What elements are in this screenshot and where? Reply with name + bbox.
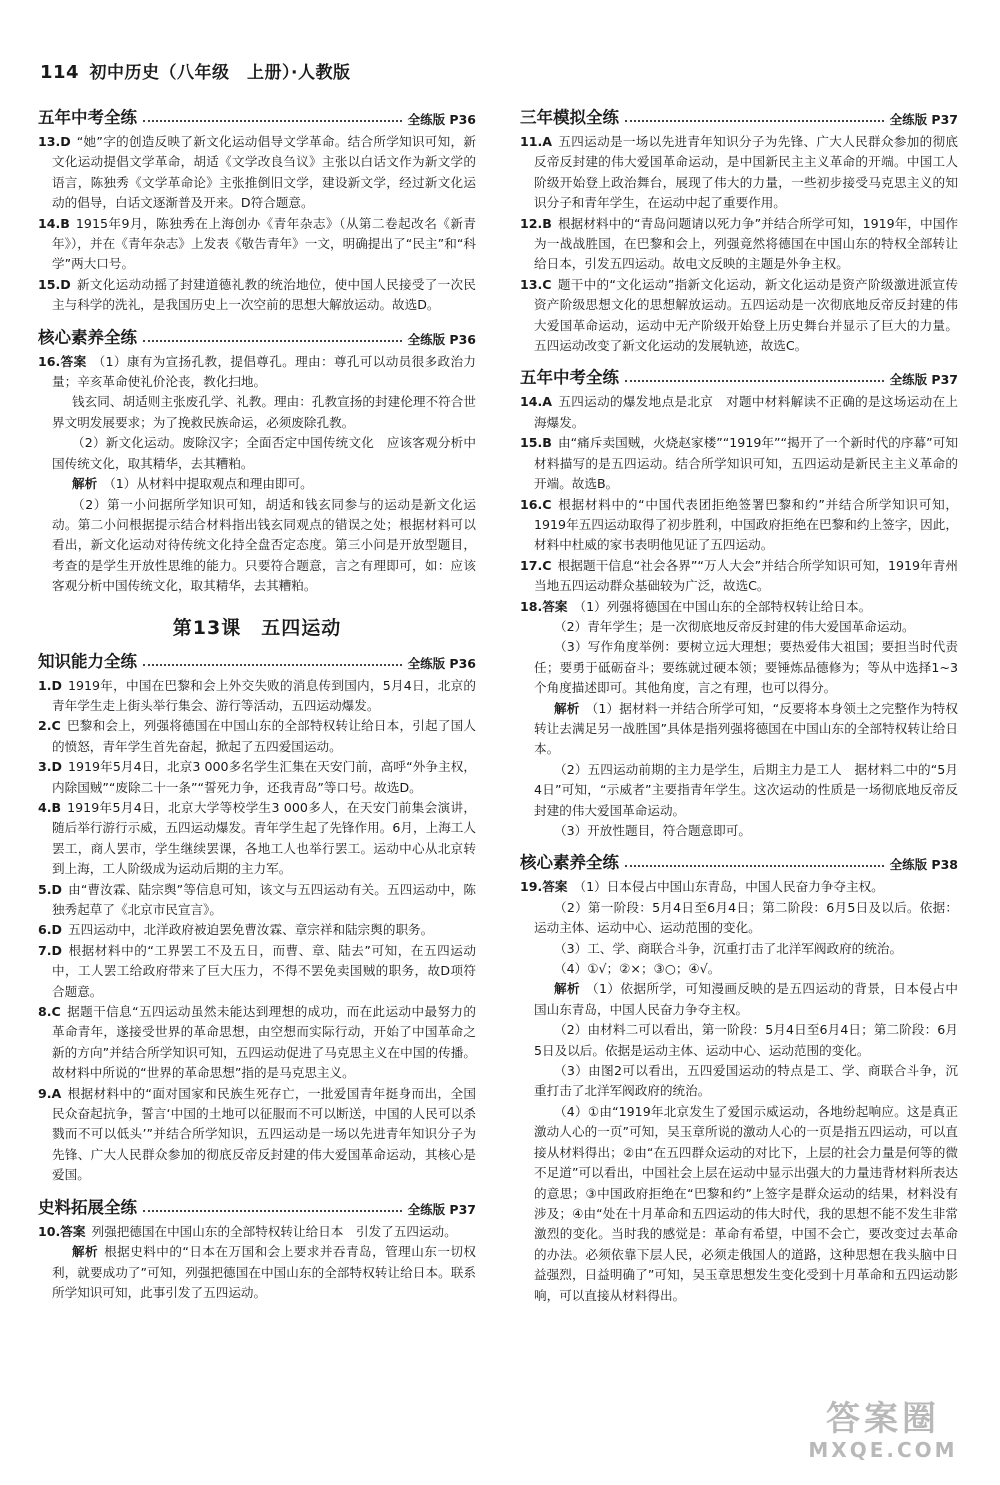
item-number: 7.D — [38, 942, 63, 958]
analysis-line — [38, 474, 476, 494]
item-number: 2.C — [38, 718, 61, 734]
analysis-line: （2）由材料二可以看出，第一阶段：5月4日至6月4日；第二阶段：6月5日及以后。依据是运动主体、运动中心、运动范围的变化。 — [534, 1022, 958, 1058]
dotted-leader — [625, 120, 884, 122]
item-number: 4.B — [38, 799, 62, 815]
item-number: 5.D — [38, 881, 63, 897]
watermark-url: MXQE.COM — [808, 1438, 958, 1462]
lesson-title: 第13课 五四运动 — [172, 616, 342, 639]
section-title: 核心素养全练 — [520, 853, 619, 873]
section-header — [38, 324, 476, 348]
analysis-label: 解析 — [554, 700, 580, 716]
section-ref: 全练版 P37 — [889, 112, 958, 127]
item-text: 列强把德国在中国山东的全部特权转让给日本 引发了五四运动。 — [91, 1223, 457, 1239]
answer-item — [520, 877, 958, 897]
watermark-logo — [788, 1399, 978, 1467]
answer-item — [38, 880, 476, 921]
section-title: 史料拓展全练 — [38, 1197, 137, 1217]
answer-item — [38, 1002, 476, 1084]
answer-item — [520, 392, 958, 433]
analysis-text: （1）从材料中提取观点和理由即可。 — [103, 476, 313, 492]
section-ref: 全练版 P36 — [407, 112, 476, 127]
answer-item — [38, 716, 476, 757]
item-text: “她”字的创造反映了新文化运动倡导文学革命。结合所学知识可知，新文化运动提倡文学革命，胡适《文学改良刍议》主张以白话文作为新文学的语言，陈独秀《文学革命论》主张推倒旧文学，建设新文学，经过新文化运动的倡导，白话文逐渐普及开来。D符合题意。 — [52, 134, 476, 211]
page-header — [40, 58, 350, 83]
answer-item — [520, 597, 958, 617]
dotted-leader — [143, 120, 402, 122]
item-number: 16.答案 — [38, 353, 87, 369]
answer-line: 钱玄同、胡适则主张废孔学、礼教。理由：孔教宣扬的封建伦理不符合世界文明发展要求；为了挽救民族命运，必须废除孔教。 — [52, 394, 476, 430]
analysis-line: （3）开放性题目，符合题意即可。 — [554, 823, 751, 838]
section-header — [38, 1194, 476, 1218]
item-text: （1）日本侵占中国山东青岛，中国人民奋力争夺主权。 — [573, 879, 884, 895]
answer-item — [38, 798, 476, 880]
item-text: 1919年5月4日，北京3 000多名学生汇集在天安门前，高呼“外争主权，内除国贼”“废除二十一条”“誓死力争，还我青岛”等口号。故选D。 — [52, 759, 476, 795]
answer-line: （4）①√；②×；③○；④√。 — [554, 961, 721, 977]
section-ref: 全练版 P38 — [889, 857, 958, 873]
item-number: 9.A — [38, 1085, 62, 1101]
section-title: 三年模拟全练 — [520, 108, 619, 127]
section-title: 核心素养全练 — [38, 327, 137, 347]
item-number: 3.D — [38, 759, 63, 775]
analysis-label: 解析 — [554, 981, 580, 997]
section-title: 五年中考全练 — [520, 368, 619, 388]
item-number: 19.答案 — [520, 879, 568, 895]
section-header — [38, 648, 476, 672]
section-header — [38, 104, 476, 128]
answer-line: （2）青年学生；是一次彻底地反帝反封建的伟大爱国革命运动。 — [554, 618, 915, 634]
answer-item — [38, 132, 476, 214]
item-number: 12.B — [520, 215, 552, 231]
item-text: 由“痛斥卖国贼，火烧赵家楼”“1919年”“揭开了一个新时代的序幕”可知材料描写的是五四运动。结合所学知识可知，五四运动是新民主主义革命的开端。故选B。 — [534, 435, 958, 492]
analysis-label: 解析 — [72, 1244, 99, 1260]
left-column — [38, 96, 476, 1303]
right-column — [520, 96, 958, 1306]
answer-item — [38, 1222, 476, 1242]
item-text: 根据题干信息“社会各界”“万人大会”并结合所学知识可知，1919年青州当地五四运动群众基础较为广泛，故选C。 — [534, 557, 958, 594]
answer-item — [520, 433, 958, 494]
analysis-line: （4）①由“1919年北京发生了爱国示威运动，各地纷起响应。这是真正激动人心的一页”可知，吴玉章所说的激动人心的一页是指五四运动，可以直接从材料得出；②由“在五四群众运动的对比下，上层的社会力量是何等的微不足道”可以看出，中国社会上层在运动中显示出强大的力量违背材料所表达的意思；③中国政府拒绝在“巴黎和约”上签字是群众运动的结果，材料没有涉及；④由“处在十月革命和五四运动的伟大时代，我的思想不能不发生非常激烈的变化。当时我的感觉是：革命有希望，中国不会亡，要改变过去革命的办法。必须依靠下层人民，必须走俄国人的道路，这种思想在我头脑中日益强烈，日益明确了”可知，吴玉章思想发生变化受到十月革命和五四运动影响，可以直接从材料得出。 — [534, 1103, 958, 1303]
answer-item — [520, 214, 958, 275]
item-number: 17.C — [520, 557, 552, 573]
answer-item — [38, 352, 476, 393]
analysis-line: （2）五四运动前期的主力是学生，后期主力是工人 据材料二中的“5月4日”可知，“示威者”主要指青年学生。这次运动的性质是一场彻底地反帝反封建的伟大爱国革命运动。 — [534, 761, 958, 818]
analysis-label: 解析 — [72, 476, 98, 492]
dotted-leader — [143, 1210, 402, 1212]
watermark-text: 答案圈 — [826, 1399, 940, 1439]
analysis-line — [520, 699, 958, 760]
answer-item — [520, 556, 958, 597]
item-text: 1915年9月，陈独秀在上海创办《青年杂志》（从第二卷起改名《新青年》），并在《青年杂志》上发表《敬告青年》一文，明确提出了“民主”和“科学”两大口号。 — [52, 215, 476, 272]
dotted-leader — [625, 380, 884, 382]
item-text: 1919年5月4日，北京大学等校学生3 000多人，在天安门前集会演讲，随后举行游行示威，五四运动爆发。青年学生起了先锋作用。6月，上海工人罢工，商人罢市，学生继续罢课，各地工人也举行罢工。运动中心从北京转到上海，工人阶级成为运动后期的主力军。 — [52, 799, 476, 877]
item-number: 16.C — [520, 496, 552, 512]
item-text: 题干中的“文化运动”指新文化运动，新文化运动是资产阶级激进派宣传资产阶级思想文化的思想解放运动。五四运动是一次彻底地反帝反封建的伟大爱国革命运动，运动中无产阶级开始登上历史舞台并显示了巨大的力量。五四运动改变了新文化运动的发展轨迹，故选C。 — [534, 276, 958, 354]
item-number: 14.B — [38, 215, 70, 231]
section-header — [520, 364, 958, 388]
section-header — [520, 104, 958, 128]
answer-line: （2）新文化运动。废除汉字；全面否定中国传统文化 应该客观分析中国传统文化，取其精华，去其糟粕。 — [52, 435, 476, 471]
answer-item — [38, 757, 476, 798]
section-title: 知识能力全练 — [38, 651, 137, 671]
answer-line: （3）工、学、商联合斗争，沉重打击了北洋军阀政府的统治。 — [554, 940, 903, 956]
item-number: 14.A — [520, 394, 553, 410]
item-text: （1）康有为宣扬孔教，提倡尊孔。理由：尊孔可以动员很多政治力量；辛亥革命使礼价沦丧，教化扫地。 — [52, 353, 477, 390]
item-number: 1.D — [38, 677, 63, 693]
item-number: 13.C — [520, 276, 552, 292]
item-number: 15.D — [38, 276, 71, 292]
dotted-leader — [143, 340, 402, 342]
answer-line: （2）第一阶段：5月4日至6月4日；第二阶段：6月5日及以后。依据：运动主体、运动中心、运动范围的变化。 — [534, 899, 958, 936]
section-title: 五年中考全练 — [38, 108, 137, 127]
answer-item — [520, 495, 958, 556]
item-text: 根据材料中的“中国代表团拒绝签署巴黎和约”并结合所学知识可知，1919年五四运动取得了初步胜利，中国政府拒绝在巴黎和约上签字，因此，材料中杜威的家书表明他见证了五四运动。 — [534, 496, 958, 553]
item-number: 6.D — [38, 922, 63, 938]
dotted-leader — [625, 865, 884, 867]
section-header — [520, 849, 958, 873]
book-title: 初中历史（八年级 上册）·人教版 — [89, 63, 351, 83]
item-number: 13.D — [38, 134, 71, 149]
answer-line: （3）写作角度举例：要树立远大理想；要热爱伟大祖国；要担当时代责任；要勇于砥砺奋斗；要练就过硬本领；要锤炼品德修为；等从中选择1~3个角度描述即可。其他角度，言之有理，也可以得分。 — [534, 639, 958, 696]
section-ref: 全练版 P36 — [407, 331, 476, 347]
section-ref: 全练版 P37 — [889, 372, 958, 388]
item-text: 新文化运动动摇了封建道德礼教的统治地位，使中国人民接受了一次民主与科学的洗礼，是我国历史上一次空前的思想大解放运动。故选D。 — [52, 276, 476, 313]
section-ref: 全练版 P37 — [407, 1201, 476, 1217]
analysis-text: 根据史料中的“日本在万国和会上要求并吞青岛，管理山东一切权利，就要成功了”可知，列强把德国在中国山东的全部特权转让给日本。联系所学知识可知，此事引发了五四运动。 — [52, 1244, 477, 1300]
item-text: 据题干信息“五四运动虽然未能达到理想的成功，而在此运动中最努力的革命青年，遂接受世界的革命思想，由空想而实际行动，开始了中国革命之新的方向”并结合所学知识可知，五四运动促进了马克思主义在中国的传播。故材料中所说的“世界的革命思想”指的是马克思主义。 — [52, 1004, 476, 1081]
item-number: 10.答案 — [38, 1223, 86, 1239]
item-text: 五四运动是一场以先进青年知识分子为先锋、广大人民群众参加的彻底反帝反封建的伟大爱国革命运动，是中国新民主主义革命的开端。中国工人阶级开始登上政治舞台，展现了伟大的力量，一些初步接受马克思主义的知识分子和青年学生，在运动中起了重要作用。 — [534, 134, 958, 211]
item-text: 根据材料中的“青岛问题请以死力争”并结合所学可知，1919年，中国作为一战战胜国，在巴黎和会上，列强竟然将德国在中国山东的特权全部转让给日本，引发五四运动。故电文反映的主题是外争主权。 — [534, 215, 958, 272]
answer-item — [38, 920, 476, 940]
answer-item — [520, 132, 958, 214]
dotted-leader — [143, 664, 402, 666]
answer-item — [520, 275, 958, 357]
analysis-line — [520, 979, 958, 1020]
answer-item — [38, 1084, 476, 1186]
analysis-line: （2）第一小问据所学知识可知，胡适和钱玄同参与的运动是新文化运动。第二小问根据提示结合材料指出钱玄同观点的错误之处；根据材料可以看出，新文化运动对待传统文化持全盘否定态度。第三小问是开放型题目，考查的是学生开放性思维的能力。只要符合题意，言之有理即可，如：应该客观分析中国传统文化，取其精华，去其糟粕。 — [52, 496, 476, 594]
item-number: 18.答案 — [520, 598, 568, 614]
answer-item — [38, 214, 476, 275]
answer-item — [38, 275, 476, 316]
item-number: 11.A — [520, 134, 553, 149]
analysis-line: （3）由图2可以看出，五四爱国运动的特点是工、学、商联合斗争，沉重打击了北洋军阀政府的统治。 — [534, 1063, 958, 1099]
item-text: 根据材料中的“工界罢工不及五日，而曹、章、陆去”可知，在五四运动中，工人罢工给政府带来了巨大压力，不得不罢免卖国贼的职务，故D项符合题意。 — [52, 942, 476, 999]
item-text: 1919年，中国在巴黎和会上外交失败的消息传到国内，5月4日，北京的青年学生走上街头举行集会、游行等活动，五四运动爆发。 — [52, 677, 476, 713]
section-ref: 全练版 P36 — [407, 655, 476, 671]
item-text: 由“曹汝霖、陆宗舆”等信息可知，该文与五四运动有关。五四运动中，陈独秀起草了《北京市民宣言》。 — [52, 881, 476, 917]
item-text: （1）列强将德国在中国山东的全部特权转让给日本。 — [573, 598, 872, 614]
item-text: 五四运动的爆发地点是北京 对题中材料解读不正确的是这场运动在上海爆发。 — [534, 394, 958, 430]
item-text: 根据材料中的“面对国家和民族生死存亡，一批爱国青年挺身而出，全国民众奋起抗争，誓言‘中国的土地可以征服而不可以断送，中国的人民可以杀戮而不可以低头’”并结合所学知识，五四运动是一场以先进青年知识分子为先锋、广大人民群众参加的彻底反帝反封建的伟大爱国革命运动，其核心是爱国。 — [52, 1085, 476, 1183]
item-number: 15.B — [520, 435, 552, 451]
item-text: 巴黎和会上，列强将德国在中国山东的全部特权转让给日本，引起了国人的愤怒，青年学生首先奋起，掀起了五四爱国运动。 — [52, 718, 476, 754]
page-number: 114 — [40, 62, 80, 83]
analysis-line — [38, 1242, 476, 1303]
analysis-text: （1）据材料一并结合所学可知，“反要将本身领土之完整作为特权转让去满足另一战胜国”具体是指列强将德国在中国山东的全部特权转让给日本。 — [534, 700, 959, 757]
answer-item — [38, 676, 476, 717]
answer-item — [38, 941, 476, 1002]
analysis-text: （1）依据所学，可知漫画反映的是五四运动的背景，日本侵占中国山东青岛，中国人民奋力争夺主权。 — [534, 981, 958, 1017]
item-number: 8.C — [38, 1004, 61, 1020]
item-text: 五四运动中，北洋政府被迫罢免曹汝霖、章宗祥和陆宗舆的职务。 — [68, 922, 434, 938]
